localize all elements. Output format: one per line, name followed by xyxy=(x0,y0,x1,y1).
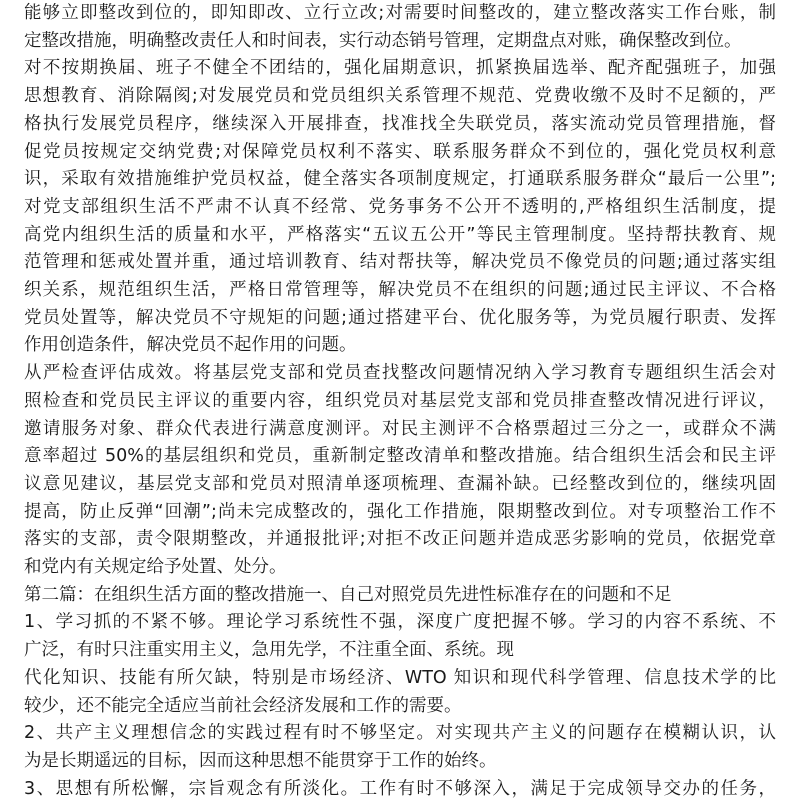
text-line: 作用创造条件，解决党员不起作用的问题。 xyxy=(24,335,357,356)
text-line: 提高，防止反弹“回潮”;尚未完成整改的，强化工作措施，限期整改到位。对专项整治工作不 xyxy=(24,501,776,522)
document-body xyxy=(24,0,776,803)
text-line: 格执行发展党员程序，继续深入开展排查，找准找全失联党员，落实流动党员管理措施，督 xyxy=(24,113,776,134)
text-line: 思想教育、消除隔阂;对发展党员和党员组织关系管理不规范、党费收缴不及时不足额的，严 xyxy=(24,86,776,107)
text-line: 党员处置等，解决党员不守规矩的问题;通过搭建平台、优化服务等，为党员履行职责、发挥 xyxy=(24,307,776,328)
text-line: 较少，还不能完全适应当前社会经济发展和工作的需要。 xyxy=(24,695,462,716)
text-line: 范管理和惩戒处置并重，通过培训教育、结对帮扶等，解决党员不像党员的问题;通过落实组 xyxy=(24,252,776,273)
text-line: 和党内有关规定给予处置、处分。 xyxy=(24,557,287,578)
text-line: 广泛，有时只注重实用主义，急用先学，不注重全面、系统。现 xyxy=(24,640,514,661)
text-line: 意率超过 50%的基层组织和党员，重新制定整改清单和整改措施。结合组织生活会和民主评 xyxy=(24,446,776,467)
text-line: 1、学习抓的不紧不够。理论学习系统性不强，深度广度把握不够。学习的内容不系统、不 xyxy=(24,612,776,633)
text-line: 从严检查评估成效。将基层党支部和党员查找整改问题情况纳入学习教育专题组织生活会对 xyxy=(24,363,776,384)
text-line: 3、思想有所松懈，宗旨观念有所淡化。工作有时不够深入，满足于完成领导交办的任务， xyxy=(24,778,776,799)
text-line: 落实的支部，责令限期整改，并通报批评;对拒不改正问题并造成恶劣影响的党员，依据党章 xyxy=(24,529,776,550)
text-line: 能够立即整改到位的，即知即改、立行立改;对需要时间整改的，建立整改落实工作台账，制 xyxy=(24,3,776,23)
text-line: 定整改措施，明确整改责任人和时间表，实行动态销号管理，定期盘点对账，确保整改到位。 xyxy=(24,30,742,51)
text-line: 代化知识、技能有所欠缺，特别是市场经济、WTO 知识和现代科学管理、信息技术学的比 xyxy=(24,667,776,688)
text-line: 识，采取有效措施维护党员权益，健全落实各项制度规定，打通联系服务群众“最后一公里”; xyxy=(24,169,776,190)
text-line: 邀请服务对象、群众代表进行满意度测评。对民主测评不合格票超过三分之一，或群众不满 xyxy=(24,418,776,439)
text-line: 织关系，规范组织生活，严格日常管理等，解决党员不在组织的问题;通过民主评议、不合格 xyxy=(24,280,776,301)
text-line: 对不按期换届、班子不健全不团结的，强化届期意识，抓紧换届选举、配齐配强班子，加强 xyxy=(24,58,776,79)
text-line: 高党内组织生活的质量和水平，严格落实“五议五公开”等民主管理制度。坚持帮扶教育、规 xyxy=(24,224,776,245)
text-line: 促党员按规定交纳党费;对保障党员权利不落实、联系服务群众不到位的，强化党员权利意 xyxy=(24,141,776,162)
text-line: 对党支部组织生活不严肃不认真不经常、党务事务不公开不透明的,严格组织生活制度，提 xyxy=(24,196,776,217)
text-line: 为是长期遥远的目标，因而这种思想不能贯穿于工作的始终。 xyxy=(24,750,497,771)
text-line: 2、共产主义理想信念的实践过程有时不够坚定。对实现共产主义的问题存在模糊认识，认 xyxy=(24,723,776,744)
text-line: 照检查和党员民主评议的重要内容，组织党员对基层党支部和党员排查整改情况进行评议， xyxy=(24,390,776,411)
text-line: 议意见建议，基层党支部和党员对照清单逐项梳理、查漏补缺。已经整改到位的，继续巩固 xyxy=(24,473,776,494)
text-line: 第二篇：在组织生活方面的整改措施一、自己对照党员先进性标准存在的问题和不足 xyxy=(24,584,672,605)
